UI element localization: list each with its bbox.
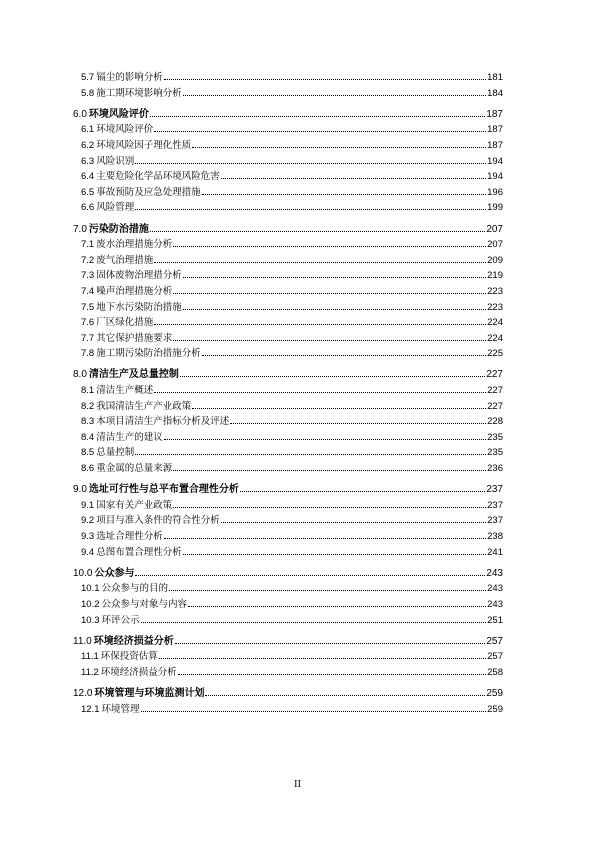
toc-entry-page: 194 bbox=[487, 155, 503, 167]
toc-entry-title: 总图布置合理性分析 bbox=[96, 546, 182, 558]
toc-entry-page: 184 bbox=[487, 87, 503, 99]
toc-entry-title: 厂区绿化措施 bbox=[96, 317, 154, 329]
toc-entry-number: 6.3 bbox=[81, 155, 95, 167]
toc-entry-page: 237 bbox=[487, 515, 503, 527]
toc-section-entry[interactable] bbox=[73, 634, 503, 650]
toc-entry-page: 227 bbox=[487, 400, 503, 412]
toc-subsection-entry[interactable] bbox=[73, 331, 503, 347]
dot-leader bbox=[173, 507, 486, 508]
dot-leader bbox=[135, 454, 486, 455]
toc-entry-page: 258 bbox=[487, 666, 503, 678]
dot-leader bbox=[175, 643, 486, 644]
toc-entry-title: 清洁生产的建议 bbox=[96, 431, 163, 443]
toc-subsection-entry[interactable] bbox=[73, 268, 503, 284]
toc-entry-number: 9.4 bbox=[81, 546, 95, 558]
toc-entry-title: 项目与准入条件的符合性分析 bbox=[96, 515, 220, 527]
toc-entry-number: 11.2 bbox=[81, 666, 99, 678]
toc-entry-page: 228 bbox=[487, 416, 503, 428]
dot-leader bbox=[183, 554, 486, 555]
toc-entry-title: 环境管理与环境监测计划 bbox=[94, 688, 205, 700]
dot-leader bbox=[159, 658, 486, 659]
toc-entry-title: 废水治理措施分析 bbox=[96, 239, 173, 251]
toc-entry-page: 196 bbox=[487, 186, 503, 198]
toc-entry-page: 223 bbox=[487, 301, 503, 313]
toc-entry-title: 风险识别 bbox=[96, 155, 135, 167]
toc-entry-number: 7.1 bbox=[81, 239, 95, 251]
toc-entry-title: 风险管理 bbox=[96, 202, 135, 214]
toc-entry-page: 225 bbox=[487, 348, 503, 360]
toc-entry-title: 污染防治措施 bbox=[88, 223, 149, 235]
page-number: II bbox=[293, 780, 302, 790]
toc-entry-page: 235 bbox=[487, 431, 503, 443]
dot-leader bbox=[173, 470, 486, 471]
toc-entry-title: 重金属的总量来源 bbox=[96, 463, 173, 475]
toc-entry-number: 8.1 bbox=[81, 385, 95, 397]
toc-subsection-entry[interactable] bbox=[73, 284, 503, 300]
toc-subsection-entry[interactable] bbox=[73, 649, 503, 665]
toc-entry-number: 7.2 bbox=[81, 254, 95, 266]
toc-entry-number: 7.4 bbox=[81, 285, 95, 297]
toc-section-entry[interactable] bbox=[73, 566, 503, 582]
dot-leader bbox=[150, 116, 485, 117]
toc-subsection-entry[interactable] bbox=[73, 169, 503, 185]
toc-subsection-entry[interactable] bbox=[73, 545, 503, 561]
toc-subsection-entry[interactable] bbox=[73, 185, 503, 201]
toc-subsection-entry[interactable] bbox=[73, 86, 503, 102]
toc-entry-title: 其它保护措施要求 bbox=[96, 332, 173, 344]
dot-leader bbox=[183, 95, 486, 96]
toc-entry-page: 187 bbox=[486, 108, 503, 120]
toc-entry-number: 7.0 bbox=[73, 223, 87, 235]
toc-entry-number: 6.6 bbox=[81, 202, 95, 214]
toc-subsection-entry[interactable] bbox=[73, 430, 503, 446]
dot-leader bbox=[192, 147, 486, 148]
toc-entry-number: 8.5 bbox=[81, 447, 95, 459]
dot-leader bbox=[173, 246, 486, 247]
toc-subsection-entry[interactable] bbox=[73, 154, 503, 170]
toc-entry-title: 主要危险化学品环境风险危害 bbox=[96, 171, 220, 183]
toc-entry-number: 11.1 bbox=[81, 651, 99, 663]
toc-subsection-entry[interactable] bbox=[73, 414, 503, 430]
toc-subsection-entry[interactable] bbox=[73, 665, 503, 681]
dot-leader bbox=[183, 309, 486, 310]
toc-entry-title: 地下水污染防治措施 bbox=[96, 301, 182, 313]
toc-entry-number: 12.0 bbox=[73, 688, 93, 700]
toc-entry-number: 7.7 bbox=[81, 332, 95, 344]
dot-leader bbox=[135, 209, 486, 210]
toc-entry-title: 我国清洁生产产业政策 bbox=[96, 400, 192, 412]
toc-entry-number: 9.2 bbox=[81, 515, 95, 527]
toc-entry-page: 236 bbox=[487, 463, 503, 475]
toc-entry-page: 259 bbox=[487, 703, 503, 715]
dot-leader bbox=[183, 277, 486, 278]
dot-leader bbox=[230, 423, 486, 424]
toc-entry-page: 227 bbox=[487, 385, 503, 397]
toc-entry-number: 6.1 bbox=[81, 124, 95, 136]
toc-entry-page: 199 bbox=[487, 202, 503, 214]
toc-entry-page: 224 bbox=[487, 332, 503, 344]
toc-section-entry[interactable] bbox=[73, 222, 503, 238]
dot-leader bbox=[173, 293, 486, 294]
dot-leader bbox=[135, 163, 486, 164]
toc-entry-number: 9.3 bbox=[81, 531, 95, 542]
toc-entry-page: 243 bbox=[486, 567, 503, 579]
toc-entry-title: 本项目清洁生产指标分析及评述 bbox=[96, 416, 230, 428]
dot-leader bbox=[221, 522, 486, 523]
toc-entry-page: 219 bbox=[487, 270, 503, 282]
toc-entry-title: 事故预防及应急处理措施 bbox=[96, 186, 201, 198]
toc-entry-number: 8.2 bbox=[81, 400, 95, 412]
toc-entry-title: 固体废物治理措分析 bbox=[96, 270, 182, 282]
toc-entry-page: 223 bbox=[487, 285, 503, 297]
toc-section-entry[interactable] bbox=[73, 686, 503, 702]
toc-entry-title: 施工期污染防治措施分析 bbox=[96, 348, 201, 360]
dot-leader bbox=[164, 538, 486, 539]
dot-leader bbox=[202, 194, 486, 195]
toc-entry-page: 209 bbox=[487, 254, 503, 266]
dot-leader bbox=[169, 590, 486, 591]
toc-entry-number: 6.0 bbox=[73, 108, 87, 120]
toc-entry-title: 废气治理措施 bbox=[96, 254, 154, 266]
dot-leader bbox=[205, 695, 485, 696]
toc-entry-title: 噪声治理措施分析 bbox=[96, 285, 173, 297]
toc-entry-page: 194 bbox=[487, 171, 503, 183]
dot-leader bbox=[154, 324, 486, 325]
dot-leader bbox=[150, 231, 485, 232]
toc-entry-number: 6.2 bbox=[81, 139, 95, 151]
toc-subsection-entry[interactable] bbox=[73, 237, 503, 253]
toc-entry-title: 清洁生产概述 bbox=[96, 385, 154, 397]
toc-entry-number: 9.0 bbox=[73, 484, 87, 496]
toc-entry-title: 环境风险评价 bbox=[88, 108, 149, 120]
toc-entry-page: 207 bbox=[487, 239, 503, 251]
toc-subsection-entry[interactable] bbox=[73, 315, 503, 331]
toc-entry-title: 环评公示 bbox=[101, 614, 140, 626]
toc-entry-number: 11.0 bbox=[73, 635, 92, 647]
toc-entry-number: 9.1 bbox=[81, 499, 95, 511]
toc-subsection-entry[interactable] bbox=[73, 383, 503, 399]
toc-entry-title: 国家有关产业政策 bbox=[96, 499, 173, 511]
dot-leader bbox=[188, 606, 486, 607]
toc-entry-number: 6.5 bbox=[81, 186, 95, 198]
toc-entry-number: 7.6 bbox=[81, 317, 95, 329]
toc-entry-page: 257 bbox=[487, 651, 503, 663]
toc-subsection-entry[interactable] bbox=[73, 300, 503, 316]
toc-subsection-entry[interactable] bbox=[73, 399, 503, 415]
toc-entry-page: 243 bbox=[487, 583, 503, 595]
toc-entry-title: 镉尘的影响分析 bbox=[96, 72, 163, 83]
dot-leader bbox=[141, 711, 487, 712]
toc-entry-page: 251 bbox=[487, 614, 503, 626]
toc-subsection-entry[interactable] bbox=[73, 581, 503, 597]
dot-leader bbox=[240, 491, 485, 492]
toc-entry-page: 237 bbox=[486, 484, 503, 496]
toc-subsection-entry[interactable] bbox=[73, 122, 503, 138]
toc-entry-page: 235 bbox=[487, 447, 503, 459]
toc-subsection-entry[interactable] bbox=[73, 253, 503, 269]
toc-entry-title: 总量控制 bbox=[96, 447, 135, 459]
toc-entry-title: 公众参与的目的 bbox=[101, 583, 169, 595]
toc-entry-number: 7.8 bbox=[81, 348, 95, 360]
dot-leader bbox=[154, 131, 486, 132]
toc-entry-number: 10.0 bbox=[73, 567, 93, 579]
toc-subsection-entry[interactable] bbox=[73, 138, 503, 154]
toc-entry-title: 选址合理性分析 bbox=[96, 531, 163, 542]
toc-section-entry[interactable] bbox=[73, 107, 503, 123]
toc-entry-number: 7.3 bbox=[81, 270, 95, 282]
toc-entry-title: 施工期环境影响分析 bbox=[96, 87, 182, 99]
toc-entry-page: 238 bbox=[487, 531, 503, 542]
dot-leader bbox=[180, 376, 485, 377]
dot-leader bbox=[192, 408, 486, 409]
dot-leader bbox=[178, 674, 486, 675]
toc-entry-title: 环境管理 bbox=[101, 703, 140, 715]
toc-entry-page: 241 bbox=[487, 546, 503, 558]
toc-entry-title: 环境经济损益分析 bbox=[100, 666, 177, 678]
dot-leader bbox=[173, 340, 486, 341]
toc-section-entry[interactable] bbox=[73, 367, 503, 383]
toc-entry-title: 清洁生产及总量控制 bbox=[88, 369, 179, 381]
dot-leader bbox=[154, 262, 486, 263]
toc-subsection-entry[interactable] bbox=[73, 461, 503, 477]
toc-entry-number: 10.2 bbox=[81, 598, 100, 610]
toc-entry-number: 8.6 bbox=[81, 463, 95, 475]
toc-entry-number: 5.7 bbox=[81, 72, 95, 83]
dot-leader bbox=[135, 575, 485, 576]
toc-subsection-entry[interactable] bbox=[73, 597, 503, 613]
toc-entry-page: 187 bbox=[487, 124, 503, 136]
toc-entry-page: 259 bbox=[486, 688, 503, 700]
toc-subsection-entry[interactable] bbox=[73, 70, 503, 86]
toc-entry-page: 257 bbox=[486, 635, 503, 647]
toc-subsection-entry[interactable] bbox=[73, 200, 503, 216]
toc-entry-number: 6.4 bbox=[81, 171, 95, 183]
toc-entry-title: 环境风险评价 bbox=[96, 124, 154, 136]
toc-entry-number: 10.3 bbox=[81, 614, 100, 626]
table-of-contents bbox=[73, 70, 503, 717]
toc-entry-page: 243 bbox=[487, 598, 503, 610]
toc-subsection-entry[interactable] bbox=[73, 529, 503, 545]
toc-subsection-entry[interactable] bbox=[73, 346, 503, 362]
toc-entry-title: 环境经济损益分析 bbox=[93, 635, 174, 647]
toc-entry-page: 187 bbox=[487, 139, 503, 151]
toc-entry-number: 12.1 bbox=[81, 703, 100, 715]
toc-entry-title: 环保投资估算 bbox=[100, 651, 158, 663]
toc-entry-number: 8.4 bbox=[81, 431, 95, 443]
toc-subsection-entry[interactable] bbox=[73, 445, 503, 461]
toc-entry-title: 环境风险因子理化性质 bbox=[96, 139, 192, 151]
toc-entry-number: 8.0 bbox=[73, 369, 87, 381]
dot-leader bbox=[221, 178, 486, 179]
dot-leader bbox=[141, 622, 487, 623]
toc-entry-number: 7.5 bbox=[81, 301, 95, 313]
toc-entry-title: 公众参与对象与内容 bbox=[101, 598, 188, 610]
toc-entry-title: 选址可行性与总平布置合理性分析 bbox=[88, 484, 239, 496]
toc-entry-number: 10.1 bbox=[81, 583, 100, 595]
dot-leader bbox=[202, 355, 486, 356]
toc-subsection-entry[interactable] bbox=[73, 702, 503, 718]
toc-entry-page: 181 bbox=[487, 72, 503, 83]
dot-leader bbox=[154, 392, 486, 393]
dot-leader bbox=[164, 439, 486, 440]
toc-subsection-entry[interactable] bbox=[73, 513, 503, 529]
toc-entry-title: 公众参与 bbox=[94, 567, 135, 579]
toc-subsection-entry[interactable] bbox=[73, 498, 503, 514]
toc-entry-number: 8.3 bbox=[81, 416, 95, 428]
toc-subsection-entry[interactable] bbox=[73, 613, 503, 629]
toc-entry-page: 227 bbox=[486, 369, 503, 381]
toc-section-entry[interactable] bbox=[73, 482, 503, 498]
dot-leader bbox=[164, 79, 486, 80]
toc-entry-page: 207 bbox=[486, 223, 503, 235]
toc-entry-number: 5.8 bbox=[81, 87, 95, 99]
toc-entry-page: 224 bbox=[487, 317, 503, 329]
toc-entry-page: 237 bbox=[487, 499, 503, 511]
